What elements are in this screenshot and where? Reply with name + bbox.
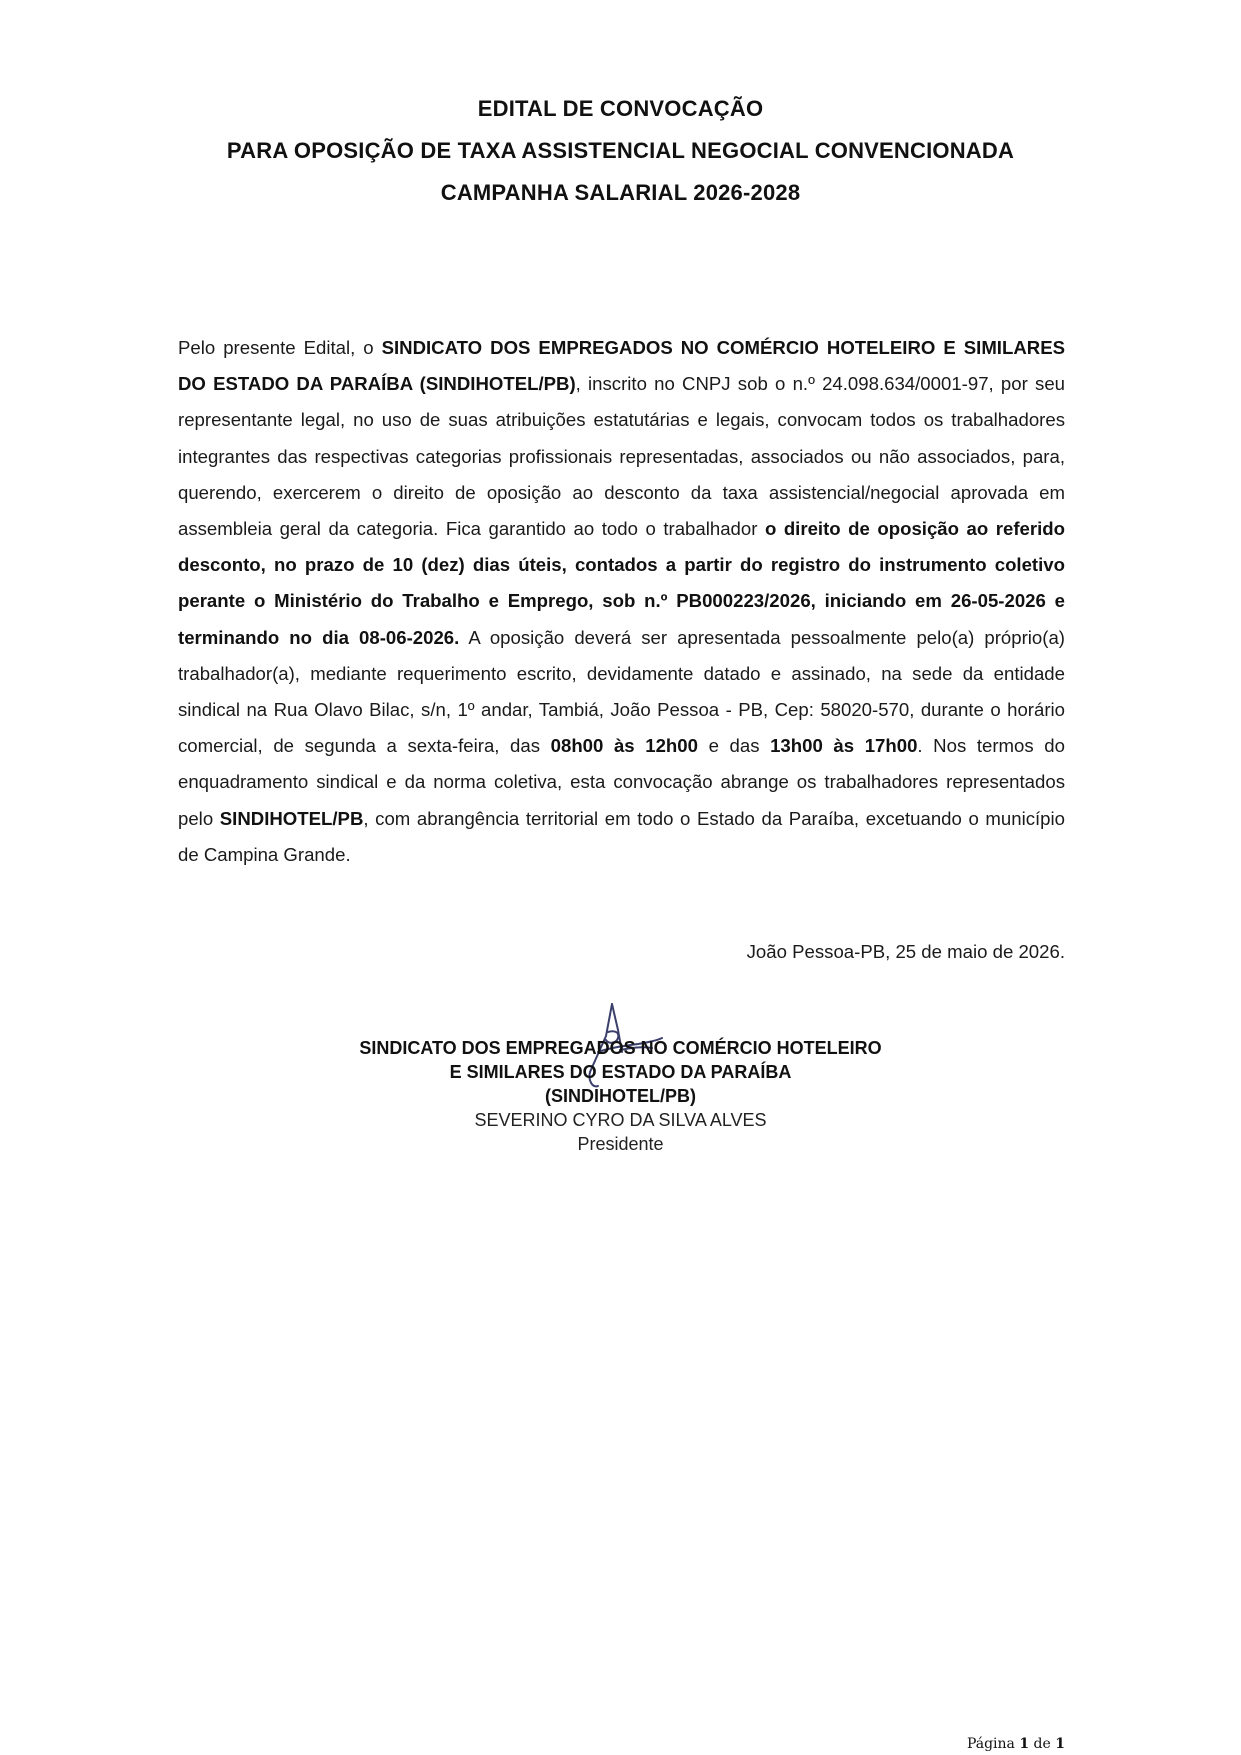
morning-hours: 08h00 às 12h00 [550,735,698,757]
signature-org-line-1: SINDICATO DOS EMPREGADOS NO COMÉRCIO HOTELEIRO [359,1038,882,1058]
body-intro: Pelo presente Edital, o [178,337,382,358]
document-title [0,88,1241,214]
title-line-3: CAMPANHA SALARIAL 2026-2028 [440,180,801,205]
signature-org-line-3: (SINDIHOTEL/PB) [545,1086,696,1106]
opposition-right-deadline: o direito de oposição ao referido desconto, no prazo de 10 (dez) dias úteis, contados a partir do registro do instrumento coletivo perante o Ministério do Trabalho e Emprego, sob n.º PB000223/2026, iniciando em 26-05-2026 e terminando no dia 08-06-2026. [178,518,1065,648]
page-footer [967,1736,1065,1752]
union-name: SINDICATO DOS EMPREGADOS NO COMÉRCIO HOTELEIRO E SIMILARES DO ESTADO DA PARAÍBA (SINDIHOTEL/PB) [178,337,1065,395]
signature-block [0,1036,1241,1156]
signatory-role: Presidente [577,1134,664,1154]
title-line-2: PARA OPOSIÇÃO DE TAXA ASSISTENCIAL NEGOCIAL CONVENCIONADA [226,138,1015,163]
signature-org-line-2: E SIMILARES DO ESTADO DA PARAÍBA [449,1062,792,1082]
body-hours-connector: e das [697,735,771,757]
body-territory: , com abrangência territorial em todo o Estado da Paraíba, excetuando o município de Campina Grande. [178,807,1065,865]
footer-total-pages: 1 [1055,1736,1065,1752]
body-paragraph [178,330,1065,873]
afternoon-hours: 13h00 às 17h00 [770,735,918,757]
body-cnpj-convocation: , inscrito no CNPJ sob o n.º 24.098.634/0001-97, por seu representante legal, no uso de suas atribuições estatutárias e legais, convocam todos os trabalhadores integrantes das respectivas categorias profissionais representadas, associados ou não associados, para, querendo, exercerem o direito de oposição ao desconto da taxa assistencial/negocial aprovada em assembleia geral da categoria. Fica garantido ao todo o trabalhador [178,373,1065,540]
signatory-name: SEVERINO CYRO DA SILVA ALVES [474,1110,767,1130]
body-procedure: A oposição deverá ser apresentada pessoalmente pelo(a) próprio(a) trabalhador(a), mediante requerimento escrito, devidamente datado e assinado, na sede da entidade sindical na Rua Olavo Bilac, s/n, 1º andar, Tambiá, João Pessoa - PB, Cep: 58020-570, durante o horário comercial, de segunda a sexta-feira, das [178,626,1065,757]
title-line-1: EDITAL DE CONVOCAÇÃO [477,96,764,121]
footer-of-word: de [1033,1736,1051,1752]
place-date-line: João Pessoa-PB, 25 de maio de 2026. [746,941,1065,962]
body-scope: . Nos termos do enquadramento sindical e da norma coletiva, esta convocação abrange os trabalhadores representados pelo [178,735,1065,829]
footer-current-page: 1 [1019,1736,1030,1752]
union-acronym: SINDIHOTEL/PB [219,807,364,829]
footer-page-word: Página [966,1736,1015,1752]
